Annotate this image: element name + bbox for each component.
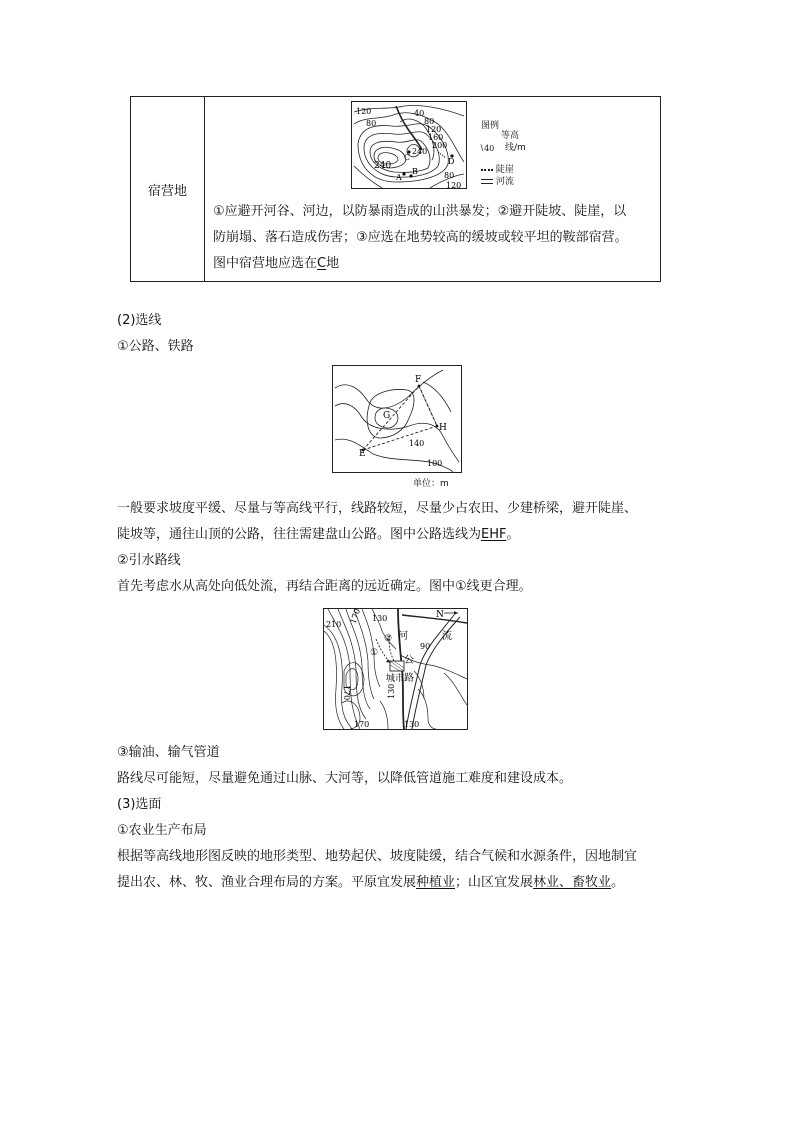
legend-curve-icon: ∖ xyxy=(479,144,485,153)
contour-label: 240 xyxy=(374,161,392,171)
north-label: N xyxy=(436,610,444,620)
agriculture-paragraph-line-1: 根据等高线地形图反映的地形类型、地势起伏、坡度陡缓，结合气候和水源条件，因地制宜 xyxy=(117,849,638,864)
contour-label: 80 xyxy=(366,119,377,128)
contour-label: 170 xyxy=(342,685,351,701)
mountain-answer: 林业、畜牧业 xyxy=(533,875,612,890)
contour-label: 170 xyxy=(348,609,363,625)
contour-label: 40 xyxy=(414,109,425,118)
city-label: 城市 xyxy=(386,674,405,684)
contour-label: 140 xyxy=(409,439,425,448)
point-label-c: C xyxy=(404,153,411,162)
road-label-1: 公 xyxy=(404,655,414,666)
subsection-road-railway: ①公路、铁路 xyxy=(117,339,194,354)
contour-label: 240 xyxy=(412,147,428,156)
subsection-water-diversion: ②引水路线 xyxy=(117,553,181,568)
contour-label: 120 xyxy=(426,125,442,134)
legend-contour-label-1: 等高 xyxy=(501,131,520,141)
table-text-line-3-suffix: 地 xyxy=(326,256,340,271)
water-diversion-paragraph: 首先考虑水从高处向低处流，再结合距离的远近确定。图中①线更合理。 xyxy=(117,579,532,594)
water-diversion-svg xyxy=(324,609,467,729)
legend-contour-value: 40 xyxy=(484,144,495,153)
agriculture-paragraph-line-2 xyxy=(117,874,624,892)
contour-label: 120 xyxy=(356,107,372,116)
road-paragraph-line-2-prefix: 陡坡等，通往山顶的公路，往往需建盘山公路。图中公路选线为 xyxy=(117,527,482,542)
subsection-agriculture: ①农业生产布局 xyxy=(117,823,207,838)
contour-label: 130 xyxy=(372,614,388,623)
legend-contour-sample xyxy=(479,143,494,154)
contour-label: 90 xyxy=(420,642,431,651)
legend-river-label: 河流 xyxy=(495,177,514,187)
contour-label: 130 xyxy=(387,683,396,699)
campsite-contour-svg xyxy=(352,102,466,188)
cliff-symbol-icon xyxy=(481,169,493,171)
point-label-b: B xyxy=(412,167,418,176)
campsite-table xyxy=(130,96,661,282)
pipeline-paragraph: 路线尽可能短，尽量避免通过山脉、大河等，以降低管道施工难度和建设成本。 xyxy=(117,771,573,786)
water-diversion-map xyxy=(323,608,468,730)
subsection-pipeline: ③输油、输气管道 xyxy=(117,745,220,760)
plain-answer: 种植业 xyxy=(416,875,456,890)
agriculture-line-2-suffix: 。 xyxy=(611,875,625,890)
section-2-heading: (2)选线 xyxy=(117,313,162,328)
contour-label: 200 xyxy=(432,141,448,150)
agriculture-line-2-prefix: 提出农、林、牧、渔业合理布局的方案。平原宜发展 xyxy=(117,875,417,890)
contour-label: 130 xyxy=(404,720,420,729)
map-unit-label: 单位：m xyxy=(413,479,449,489)
road-paragraph-line-2-suffix: 。 xyxy=(506,527,520,542)
table-row-label: 宿营地 xyxy=(147,183,187,199)
river-symbol-icon xyxy=(481,179,493,184)
table-text-line-2: 防崩塌、落石造成伤害；③应选在地势较高的缓坡或较平坦的鞍部宿营。 xyxy=(213,230,628,245)
section-3-heading: (3)选面 xyxy=(117,797,162,812)
point-label-g: G xyxy=(383,411,391,421)
contour-label: 80 xyxy=(424,117,435,126)
map-legend xyxy=(479,121,539,193)
road-route-answer: EHF xyxy=(481,527,507,542)
campsite-answer: C xyxy=(317,256,327,271)
road-paragraph-line-2 xyxy=(117,526,520,544)
legend-title: 图例 xyxy=(481,121,500,131)
point-label-e: E xyxy=(359,449,366,459)
legend-river xyxy=(481,177,514,188)
contour-label: 170 xyxy=(354,720,370,729)
point-label-h: H xyxy=(439,423,447,433)
road-paragraph-line-1: 一般要求坡度平缓、尽量与等高线平行，线路较短，尽量少占农田、少建桥梁，避开陡崖、 xyxy=(117,501,638,516)
river-label-1: 河 xyxy=(398,631,408,642)
route-label-1: ① xyxy=(370,648,379,658)
legend-cliff xyxy=(481,165,514,176)
campsite-contour-map xyxy=(351,101,467,189)
contour-label: 160 xyxy=(428,133,444,142)
table-divider xyxy=(204,97,205,281)
table-text-line-1: ①应避开河谷、河边，以防暴雨造成的山洪暴发；②避开陡坡、陡崖，以 xyxy=(213,204,627,219)
contour-label: 100 xyxy=(427,459,443,468)
table-text-line-3-prefix: 图中宿营地应选在 xyxy=(213,256,318,271)
legend-cliff-label: 陡崖 xyxy=(495,165,514,175)
point-label-d: D xyxy=(448,157,455,166)
road-route-svg xyxy=(333,366,461,472)
contour-label: 120 xyxy=(446,181,462,188)
agriculture-line-2-mid: ；山区宜发展 xyxy=(455,875,534,890)
point-label-a: A xyxy=(396,173,402,182)
legend-contour-label-2: 线/m xyxy=(505,143,526,153)
route-label-2: ② xyxy=(384,634,393,644)
road-label-2: 路 xyxy=(404,673,414,684)
table-text-line-3 xyxy=(213,255,339,273)
point-label-f: F xyxy=(415,375,422,385)
road-route-map xyxy=(332,365,462,473)
contour-label: 210 xyxy=(326,620,342,629)
contour-label: 80 xyxy=(444,171,455,180)
river-label-2: 流 xyxy=(442,631,452,642)
